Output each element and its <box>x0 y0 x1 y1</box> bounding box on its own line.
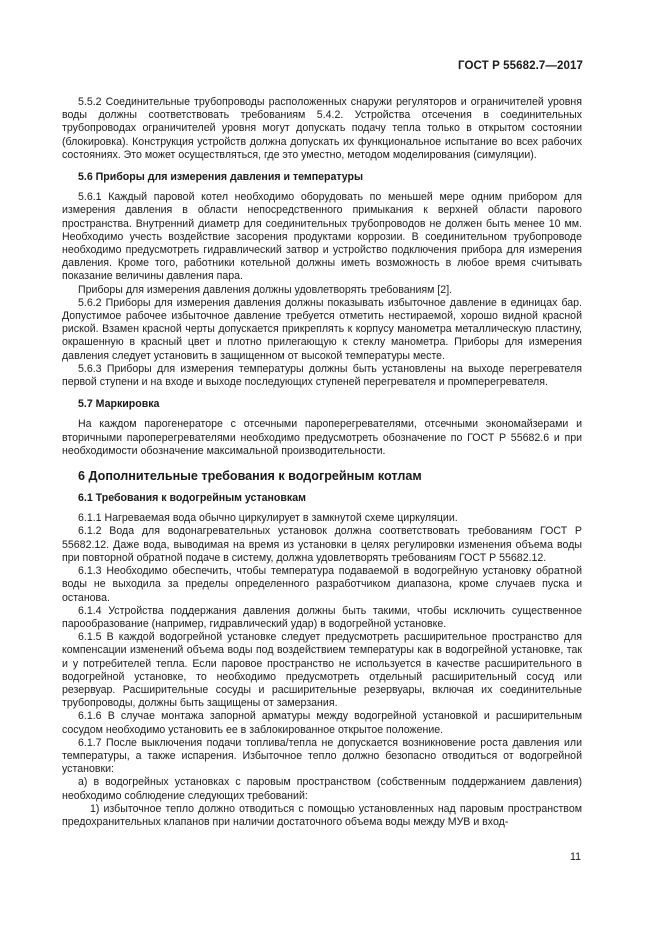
page-number: 11 <box>570 851 581 863</box>
section-heading-5-7: 5.7 Маркировка <box>78 398 160 411</box>
document-code: ГОСТ Р 55682.7—2017 <box>458 60 583 72</box>
chapter-heading-6: 6 Дополнительные требования к водогрейным котлам <box>78 469 422 484</box>
document-body <box>62 96 582 829</box>
list-item-a: а) в водогрейных установках с паровым пространством (собственным поддержанием давления) необходимо соблюдение следующих требований: <box>62 776 582 802</box>
paragraph-6-1-1: 6.1.1 Нагреваемая вода обычно циркулирует в замкнутой схеме циркуляции. <box>78 512 458 525</box>
paragraph-6-1-2: 6.1.2 Вода для водонагревательных установок должна соответствовать требованиям ГОСТ Р 55682.12. Даже вода, выводимая на время из установки в целях регулировки изменения объема воды при повторной обратной подаче в систему, должна удовлетворять требованиям ГОСТ Р 55682.12. <box>62 525 582 564</box>
paragraph-5-6-3: 5.6.3 Приборы для измерения температуры должны быть установлены на выходе перегревателя первой ступени и на входе и выходе последующих ступеней перегревателя и промперегревателя. <box>62 362 582 389</box>
paragraph-5-6-1-cont: Приборы для измерения давления должны удовлетворять требованиям [2]. <box>78 283 453 296</box>
list-item-1: 1) избыточное тепло должно отводиться с помощью установленных над паровым пространством предохранительных клапанов при наличии достаточного объема воды между МУВ и вход- <box>62 802 582 828</box>
section-heading-6-1: 6.1 Требования к водогрейным установкам <box>78 492 306 505</box>
paragraph-6-1-4: 6.1.4 Устройства поддержания давления должны быть такими, чтобы исключить существенное парообразование (например, гидравлический удар) в водогрейной установке. <box>62 604 582 630</box>
paragraph-5-6-2: 5.6.2 Приборы для измерения давления должны показывать избыточное давление в единицах бар. Допустимое рабочее избыточное давление требуется отметить нестираемой, хорошо видной красной риской. Взамен красной черты допускается прикреплять к корпусу манометра металлическую пластину, окрашенную в красный цвет и плотно прилегающую к стеклу манометра. Приборы для измерения давления следует установить в защищенном от высокой температуры месте. <box>62 296 582 362</box>
paragraph-6-1-5: 6.1.5 В каждой водогрейной установке следует предусмотреть расширительное пространство для компенсации изменений объема воды под воздействием температуры как в водогрейной установке, так и у потребителей тепла. Если паровое пространство не используется в качестве расширительного в водогрейной установке, то необходимо предусмотреть отдельный расширительный сосуд или резервуар. Расширительные сосуды и расширительные резервуары, включая их соединительные трубопроводы, должны быть защищены от замерзания. <box>62 631 582 710</box>
paragraph-5-5-2: 5.5.2 Соединительные трубопроводы расположенных снаружи регуляторов и ограничителей уровня воды должны соответствовать требованиям 5.4.2. Устройства отсечения в соединительных трубопроводах ограничителей уровня могут допускать подачу тепла только в открытом состоянии (блокировка). Конструкция устройств должна допускать их функциональное испытание во всех рабочих состояниях. Это может осуществляться, где это уместно, методом моделирования (симуляции). <box>62 96 582 161</box>
paragraph-5-6-1: 5.6.1 Каждый паровой котел необходимо оборудовать по меньшей мере одним прибором для измерения давления в области непосредственного примыкания к верхней области парового пространства. Внутренний диаметр для соединительных трубопроводов не должен быть менее 10 мм. Необходимо учесть воздействие засорения продуктами коррозии. В соединительном трубопроводе необходимо предусмотреть гидравлический затвор и устройство подключения прибора для измерения давления. Кроме того, работники котельной должны иметь возможность в любое время считывать показание величины давления пара. <box>62 191 582 283</box>
paragraph-6-1-6: 6.1.6 В случае монтажа запорной арматуры между водогрейной установкой и расширительным сосудом необходимо установить ее в заблокированное открытое положение. <box>62 710 582 736</box>
paragraph-6-1-3: 6.1.3 Необходимо обеспечить, чтобы температура подаваемой в водогрейную установку обратной воды не выходила за пределы определенного разработчиком диапазона, кроме случаев пуска и останова. <box>62 565 582 604</box>
paragraph-5-7: На каждом парогенераторе с отсечными пароперегревателями, отсечными экономайзерами и вторичными пароперегревателями необходимо предусмотреть обозначение по ГОСТ Р 55682.6 и при необходимости обозначение максимальной производительности. <box>62 418 582 457</box>
paragraph-6-1-7: 6.1.7 После выключения подачи топлива/тепла не допускается возникновение роста давления или температуры, а также испарения. Избыточное тепло должно безопасно отводиться от водогрейной установки: <box>62 736 582 776</box>
section-heading-5-6: 5.6 Приборы для измерения давления и температуры <box>78 171 364 184</box>
